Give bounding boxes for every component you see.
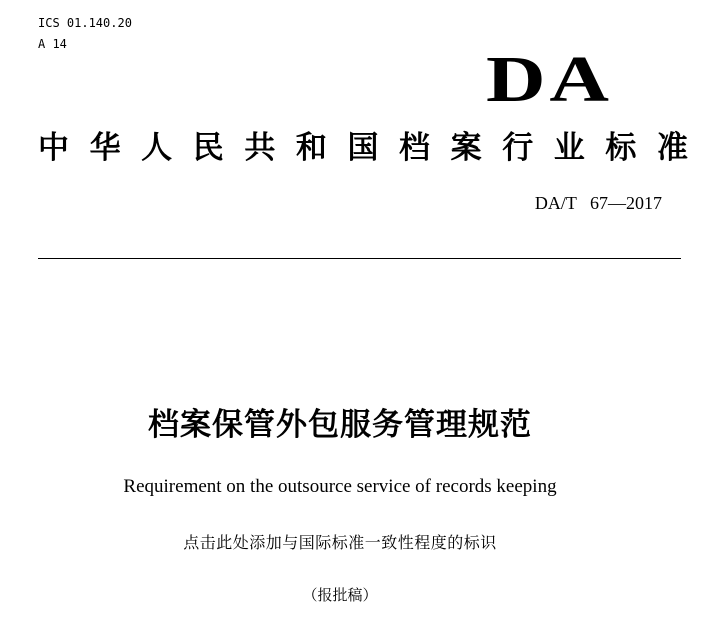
issuer-char: 华 xyxy=(89,130,121,166)
draft-status: （报批稿） xyxy=(302,586,378,604)
issuer-char: 行 xyxy=(502,130,534,166)
issuer-char: 国 xyxy=(347,130,379,166)
issuer-char: 人 xyxy=(141,130,173,166)
issuer-char: 业 xyxy=(553,130,585,166)
issuer-char: 中 xyxy=(38,130,69,166)
issuer-title xyxy=(38,130,688,166)
issuer-char: 档 xyxy=(399,130,431,166)
document-title-chinese: 档案保管外包服务管理规范 xyxy=(148,407,532,443)
document-title-english: Requirement on the outsource service of records keeping xyxy=(123,476,557,497)
consistency-placeholder[interactable]: 点击此处添加与国际标准一致性程度的标识 xyxy=(183,533,497,552)
ics-code: ICS 01.140.20 xyxy=(38,16,132,30)
issuer-char: 准 xyxy=(656,130,688,166)
issuer-char: 案 xyxy=(450,130,482,166)
issuer-char: 共 xyxy=(244,130,276,166)
issuer-char: 民 xyxy=(192,130,224,166)
header-divider xyxy=(38,258,681,259)
issuer-char: 和 xyxy=(295,130,327,166)
standard-number: DA/T 67—2017 xyxy=(534,193,662,213)
ccs-code: A 14 xyxy=(38,37,67,51)
issuer-char: 标 xyxy=(605,130,637,166)
da-logo: DA xyxy=(486,43,613,116)
